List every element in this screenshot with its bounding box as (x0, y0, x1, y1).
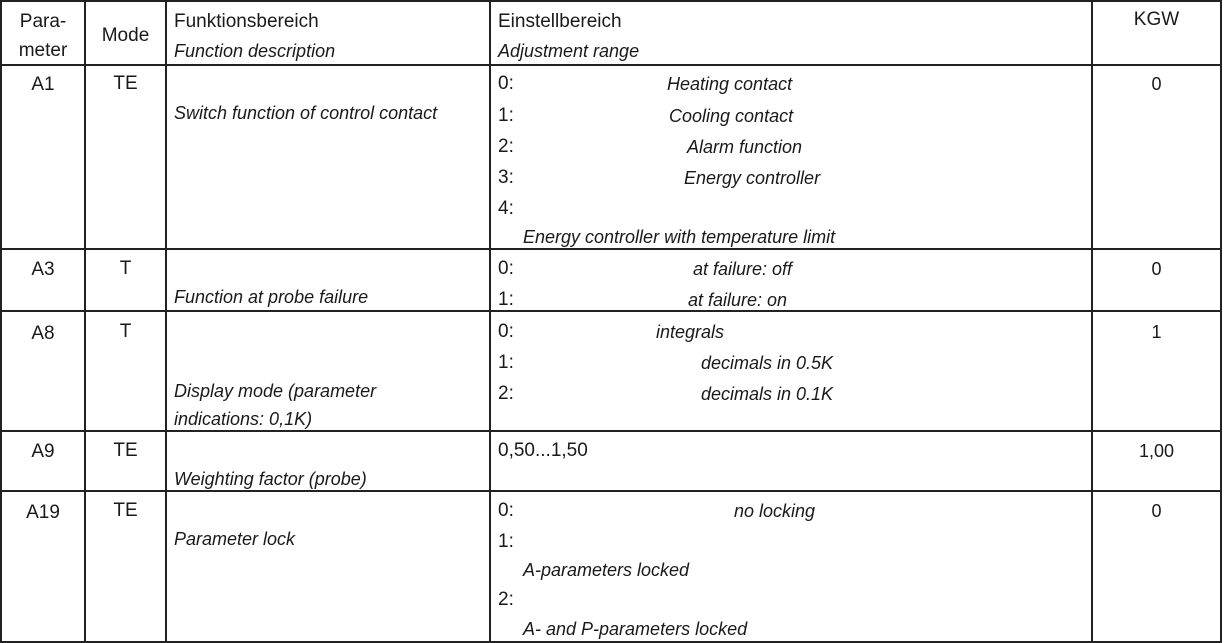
option-text: decimals in 0.1K (701, 384, 834, 404)
option-text: Heating contact (667, 74, 793, 94)
column-rule (1220, 0, 1222, 643)
option-number: 2: (498, 383, 514, 404)
option-number: 1: (498, 289, 514, 310)
option-number: 0: (498, 500, 514, 521)
option-text: Alarm function (687, 137, 803, 157)
option-number: 1: (498, 531, 514, 552)
range-text: 0,50...1,50 (498, 440, 588, 461)
header-parameter-line1: Para- (19, 11, 67, 32)
row-function: Weighting factor (probe) (174, 469, 367, 489)
option-number: 0: (498, 321, 514, 342)
header-parameter-line2: meter (18, 40, 68, 61)
option-text: no locking (734, 501, 816, 521)
row-param: A8 (31, 323, 55, 344)
row-param: A1 (31, 74, 55, 95)
header-mode: Mode (101, 25, 150, 46)
option-text: at failure: off (693, 259, 793, 279)
option-number: 1: (498, 352, 514, 373)
column-rule (165, 0, 167, 643)
header-kgw: KGW (1133, 9, 1180, 30)
row-param: A19 (26, 502, 60, 523)
option-text: Energy controller (684, 168, 821, 188)
row-default: 0 (1151, 501, 1162, 521)
header-function-en: Function description (174, 41, 336, 61)
option-text: decimals in 0.5K (701, 353, 834, 373)
option-text: A-parameters locked (523, 560, 690, 580)
option-number: 2: (498, 136, 514, 157)
option-text: integrals (656, 322, 725, 342)
option-text: at failure: on (688, 290, 788, 310)
row-mode: T (119, 258, 132, 279)
row-default: 0 (1151, 74, 1162, 94)
row-default: 1 (1151, 322, 1162, 342)
row-mode: TE (113, 500, 138, 521)
row-mode: TE (113, 440, 138, 461)
option-number: 2: (498, 589, 514, 610)
row-function-line1: Display mode (parameter (174, 381, 377, 401)
option-number: 1: (498, 105, 514, 126)
row-param: A3 (31, 259, 55, 280)
row-default: 0 (1151, 259, 1162, 279)
option-text: Energy controller with temperature limit (523, 227, 836, 247)
row-function: Parameter lock (174, 529, 296, 549)
option-number: 4: (498, 198, 514, 219)
column-rule (489, 0, 491, 643)
row-function: Switch function of control contact (174, 103, 438, 123)
header-range-en: Adjustment range (498, 41, 640, 61)
header-function-de: Funktionsbereich (174, 11, 319, 32)
option-text: Cooling contact (669, 106, 794, 126)
row-param: A9 (31, 441, 55, 462)
option-text: A- and P-parameters locked (523, 619, 748, 639)
row-mode: T (119, 321, 132, 342)
table-rule (0, 0, 1222, 2)
row-function: Function at probe failure (174, 287, 369, 307)
row-mode: TE (113, 73, 138, 94)
header-range-de: Einstellbereich (498, 11, 622, 32)
row-function-line2: indications: 0,1K) (174, 409, 313, 429)
option-number: 0: (498, 73, 514, 94)
option-number: 0: (498, 258, 514, 279)
row-default: 1,00 (1138, 441, 1175, 461)
option-number: 3: (498, 167, 514, 188)
